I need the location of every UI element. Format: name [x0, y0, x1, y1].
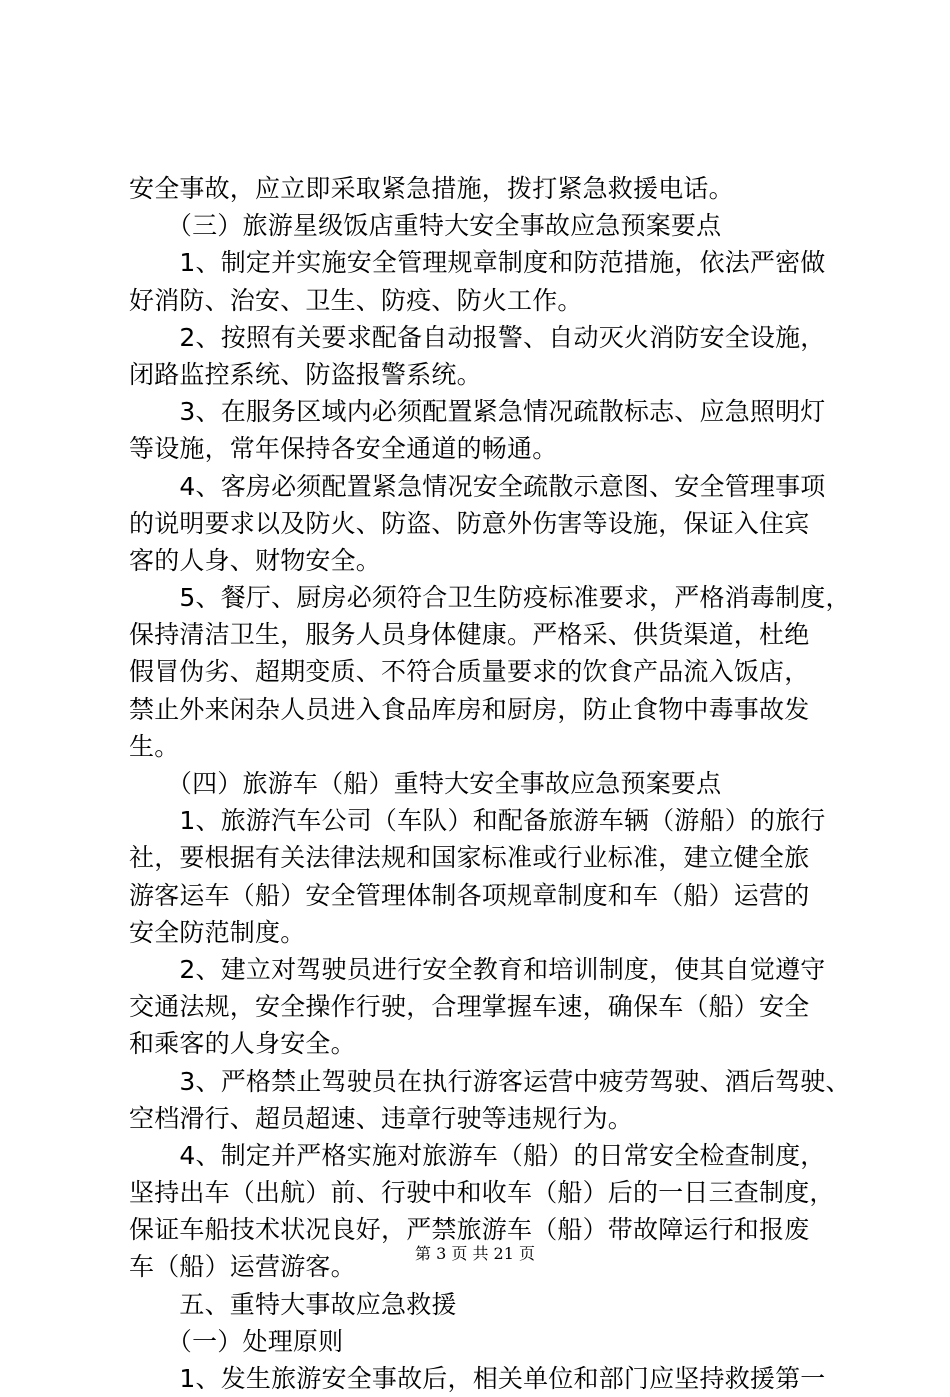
text-line: 的说明要求以及防火、防盗、防意外伤害等设施，保证入住宾 — [129, 508, 810, 538]
text-line: 生。 — [129, 731, 180, 761]
document-body — [129, 170, 851, 1397]
text-line: 1、旅游汽车公司（车队）和配备旅游车辆（游船）的旅行 — [129, 806, 826, 836]
text-line: 1、发生旅游安全事故后，相关单位和部门应坚持救援第一 — [129, 1364, 826, 1393]
text-line: 3、在服务区域内必须配置紧急情况疏散标志、应急照明灯 — [129, 397, 826, 427]
text-line: 假冒伪劣、超期变质、不符合质量要求的饮食产品流入饭店， — [129, 657, 810, 687]
text-line: 等设施，常年保持各安全通道的畅通。 — [129, 434, 558, 464]
text-line: 客的人身、财物安全。 — [129, 545, 382, 575]
text-line: 车（船）运营游客。 — [129, 1252, 356, 1282]
text-line: 3、严格禁止驾驶员在执行游客运营中疲劳驾驶、酒后驾驶、 — [129, 1066, 851, 1096]
text-line: 安全事故，应立即采取紧急措施，拨打紧急救援电话。 — [129, 174, 734, 203]
text-line: 禁止外来闲杂人员进入食品库房和厨房，防止食物中毒事故发 — [129, 694, 810, 724]
text-line: 安全防范制度。 — [129, 917, 306, 947]
text-line: 和乘客的人身安全。 — [129, 1029, 356, 1059]
text-line: 游客运车（船）安全管理体制各项规章制度和车（船）运营的 — [129, 880, 810, 910]
text-line: 交通法规，安全操作行驶，合理掌握车速，确保车（船）安全 — [129, 992, 810, 1022]
text-line: 5、餐厅、厨房必须符合卫生防疫标准要求，严格消毒制度， — [129, 583, 851, 613]
text-line: 闭路监控系统、防盗报警系统。 — [129, 359, 482, 389]
text-line: 保持清洁卫生，服务人员身体健康。严格采、供货渠道，杜绝 — [129, 620, 810, 650]
text-line: 坚持出车（出航）前、行驶中和收车（船）后的一日三查制度， — [129, 1178, 835, 1208]
text-line: 2、按照有关要求配备自动报警、自动灭火消防安全设施， — [129, 322, 826, 352]
section-heading: （三）旅游星级饭店重特大安全事故应急预案要点 — [129, 211, 722, 241]
text-line: 4、客房必须配置紧急情况安全疏散示意图、安全管理事项 — [129, 471, 826, 501]
section-heading: （四）旅游车（船）重特大安全事故应急预案要点 — [129, 769, 722, 798]
text-line: 2、建立对驾驶员进行安全教育和培训制度，使其自觉遵守 — [129, 954, 826, 984]
section-heading: （一）处理原则 — [129, 1326, 344, 1356]
text-line: 好消防、治安、卫生、防疫、防火工作。 — [129, 285, 583, 315]
text-line: 空档滑行、超员超速、违章行驶等违规行为。 — [129, 1103, 634, 1133]
text-line: 4、制定并严格实施对旅游车（船）的日常安全检查制度， — [129, 1140, 826, 1170]
text-line: 保证车船技术状况良好，严禁旅游车（船）带故障运行和报废 — [129, 1215, 810, 1245]
page-footer — [0, 1244, 950, 1264]
page-number: 第 3 页 共 21 页 — [415, 1244, 535, 1263]
text-line: 1、制定并实施安全管理规章制度和防范措施，依法严密做 — [129, 248, 826, 278]
section-heading: 五、重特大事故应急救援 — [129, 1289, 457, 1319]
text-line: 社，要根据有关法律法规和国家标准或行业标准，建立健全旅 — [129, 843, 810, 873]
